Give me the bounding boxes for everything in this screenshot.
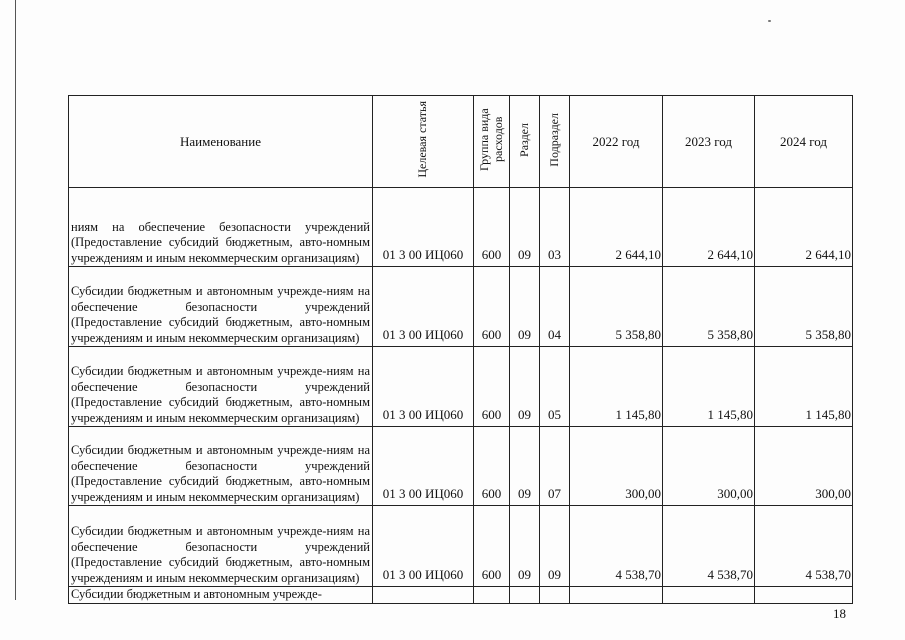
row-group: 600	[474, 267, 510, 347]
row-group: 600	[474, 347, 510, 427]
header-2024: 2024 год	[755, 96, 853, 188]
row-name-continued: Субсидии бюджетным и автономным учрежде-	[69, 587, 373, 604]
row-target: 01 3 00 ИЦ060	[373, 267, 474, 347]
row-target: 01 3 00 ИЦ060	[373, 427, 474, 506]
row-section: 09	[510, 347, 540, 427]
row-2022: 1 145,80	[570, 347, 663, 427]
header-name: Наименование	[69, 96, 373, 188]
page-edge-line	[15, 0, 16, 600]
row-2023: 2 644,10	[663, 188, 755, 267]
row-target: 01 3 00 ИЦ060	[373, 188, 474, 267]
row-2023: 4 538,70	[663, 506, 755, 587]
row-group: 600	[474, 427, 510, 506]
table-row	[69, 587, 853, 604]
row-section: 09	[510, 188, 540, 267]
row-2022: 5 358,80	[570, 267, 663, 347]
row-name: Субсидии бюджетным и автономным учрежде-ниям на обеспечение безопасности учреждений (Предоставление субсидий бюджетным, авто-номным учреждениям и иным некоммерческим организациям)	[69, 267, 373, 347]
row-2024: 2 644,10	[755, 188, 853, 267]
row-subsection: 07	[540, 427, 570, 506]
header-target-article: Целевая статья	[373, 96, 474, 188]
row-name: Субсидии бюджетным и автономным учрежде-ниям на обеспечение безопасности учреждений (Предоставление субсидий бюджетным, авто-номным учреждениям и иным некоммерческим организациям)	[69, 347, 373, 427]
row-section: 09	[510, 506, 540, 587]
empty-cell	[570, 587, 663, 604]
row-2023: 300,00	[663, 427, 755, 506]
empty-cell	[474, 587, 510, 604]
table-row	[69, 188, 853, 267]
page-number: 18	[833, 606, 846, 621]
row-subsection: 03	[540, 188, 570, 267]
row-2024: 4 538,70	[755, 506, 853, 587]
row-section: 09	[510, 427, 540, 506]
empty-cell	[373, 587, 474, 604]
empty-cell	[663, 587, 755, 604]
table-header-row	[69, 96, 853, 188]
row-2024: 300,00	[755, 427, 853, 506]
row-2022: 2 644,10	[570, 188, 663, 267]
table-row	[69, 267, 853, 347]
header-subsection: Подраздел	[540, 96, 570, 188]
row-section: 09	[510, 267, 540, 347]
table-row	[69, 506, 853, 587]
row-subsection: 05	[540, 347, 570, 427]
row-target: 01 3 00 ИЦ060	[373, 347, 474, 427]
row-name: Субсидии бюджетным и автономным учрежде-ниям на обеспечение безопасности учреждений (Предоставление субсидий бюджетным, авто-номным учреждениям и иным некоммерческим организациям)	[69, 427, 373, 506]
row-2022: 300,00	[570, 427, 663, 506]
empty-cell	[755, 587, 853, 604]
row-2023: 1 145,80	[663, 347, 755, 427]
row-2024: 5 358,80	[755, 267, 853, 347]
empty-cell	[510, 587, 540, 604]
scan-speck	[768, 20, 771, 22]
header-2023: 2023 год	[663, 96, 755, 188]
row-subsection: 04	[540, 267, 570, 347]
header-2022: 2022 год	[570, 96, 663, 188]
row-target: 01 3 00 ИЦ060	[373, 506, 474, 587]
table-row	[69, 427, 853, 506]
row-name: ниям на обеспечение безопасности учреждений (Предоставление субсидий бюджетным, авто-номным учреждениям и иным некоммерческим организациям)	[69, 188, 373, 267]
row-subsection: 09	[540, 506, 570, 587]
row-group: 600	[474, 506, 510, 587]
row-name: Субсидии бюджетным и автономным учрежде-ниям на обеспечение безопасности учреждений (Предоставление субсидий бюджетным, авто-номным учреждениям и иным некоммерческим организациям)	[69, 506, 373, 587]
header-section: Раздел	[510, 96, 540, 188]
row-2022: 4 538,70	[570, 506, 663, 587]
row-2024: 1 145,80	[755, 347, 853, 427]
row-2023: 5 358,80	[663, 267, 755, 347]
empty-cell	[540, 587, 570, 604]
header-expense-group: Группа вида расходов	[474, 96, 510, 188]
row-group: 600	[474, 188, 510, 267]
table-row	[69, 347, 853, 427]
budget-table	[68, 95, 853, 604]
